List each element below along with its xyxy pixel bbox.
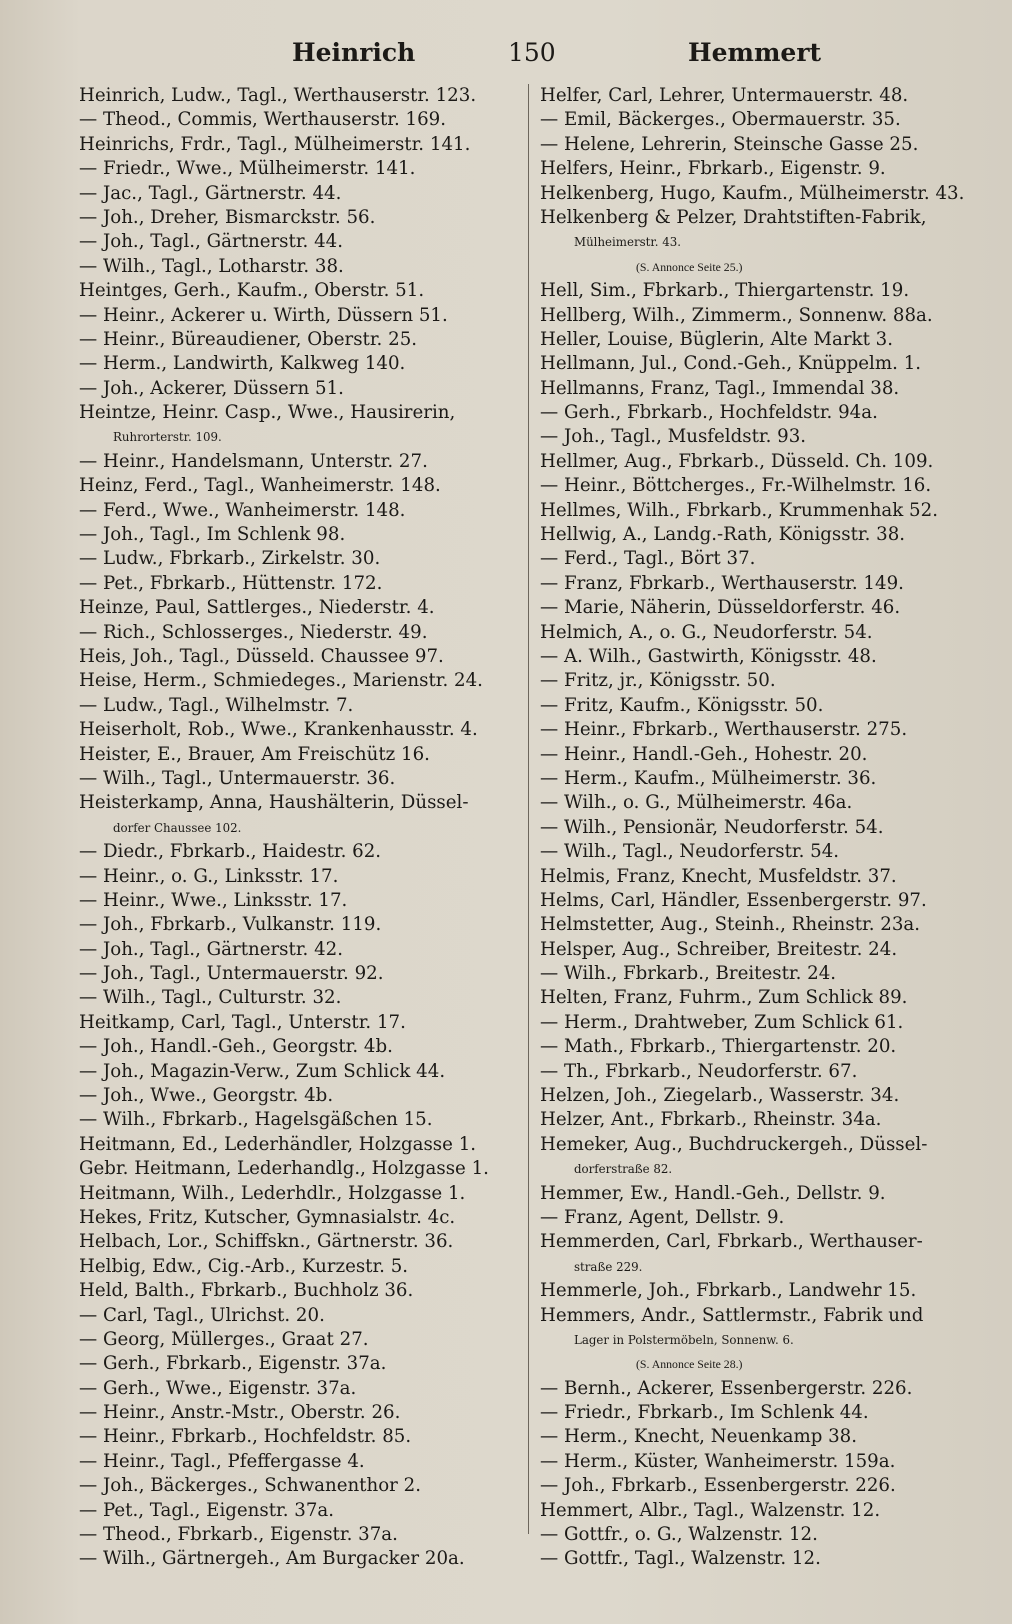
directory-entry: Heiserholt, Rob., Wwe., Krankenhausstr. 4.: [79, 719, 478, 741]
directory-entry: Heitmann, Wilh., Lederhdlr., Holzgasse 1.: [79, 1182, 466, 1204]
page-header: [0, 28, 1012, 78]
directory-entry: — Ferd., Tagl., Bört 37.: [540, 548, 756, 570]
directory-entry: Helbig, Edw., Cig.-Arb., Kurzestr. 5.: [79, 1255, 409, 1277]
directory-entry: Heinz, Ferd., Tagl., Wanheimerstr. 148.: [79, 475, 441, 497]
directory-entry: — Joh., Tagl., Gärtnerstr. 42.: [79, 938, 344, 960]
directory-entry: Hellmes, Wilh., Fbrkarb., Krummenhak 52.: [540, 499, 938, 521]
directory-entry: Heister, E., Brauer, Am Freischütz 16.: [79, 743, 430, 765]
directory-entry: — Jac., Tagl., Gärtnerstr. 44.: [79, 182, 342, 204]
directory-entry: — Pet., Fbrkarb., Hüttenstr. 172.: [79, 572, 383, 594]
directory-entry: — Joh., Fbrkarb., Vulkanstr. 119.: [79, 914, 382, 936]
directory-entry: — Carl, Tagl., Ulrichst. 20.: [79, 1304, 325, 1326]
directory-entry: Heitkamp, Carl, Tagl., Unterstr. 17.: [79, 1011, 406, 1033]
directory-entry: — Gerh., Fbrkarb., Hochfeldstr. 94a.: [540, 402, 878, 424]
directory-entry: Helfer, Carl, Lehrer, Untermauerstr. 48.: [540, 85, 909, 106]
directory-entry: — Fritz, jr., Königsstr. 50.: [540, 670, 776, 692]
directory-entry: Helkenberg, Hugo, Kaufm., Mülheimerstr. 43.: [540, 182, 965, 204]
directory-entry: (S. Annonce Seite 25.): [636, 259, 743, 274]
directory-entry: Helzen, Joh., Ziegelarb., Wasserstr. 34.: [540, 1085, 900, 1107]
header-first-name: Heinrich: [292, 38, 416, 67]
directory-entry: — Joh., Wwe., Georgstr. 4b.: [79, 1085, 334, 1107]
directory-entry: Hell, Sim., Fbrkarb., Thiergartenstr. 19.: [540, 280, 910, 302]
directory-entry: — Wilh., Fbrkarb., Breitestr. 24.: [540, 963, 837, 985]
directory-entry: — Ludw., Fbrkarb., Zirkelstr. 30.: [79, 548, 381, 570]
directory-entry: — Heinr., o. G., Linksstr. 17.: [79, 865, 339, 887]
directory-entry: dorferstraße 82.: [574, 1162, 673, 1177]
directory-entry: — Joh., Tagl., Im Schlenk 98.: [79, 524, 346, 546]
header-last-name: Hemmert: [688, 38, 822, 67]
directory-entry: — Joh., Dreher, Bismarckstr. 56.: [79, 206, 376, 228]
directory-entry: — Wilh., Tagl., Untermauerstr. 36.: [79, 767, 396, 789]
directory-entry: — Friedr., Fbrkarb., Im Schlenk 44.: [540, 1402, 869, 1424]
directory-entry: Mülheimerstr. 43.: [574, 235, 682, 250]
directory-entry: dorfer Chaussee 102.: [113, 820, 242, 835]
directory-entry: Heinze, Paul, Sattlerges., Niederstr. 4.: [79, 597, 435, 619]
directory-entry: Heller, Louise, Büglerin, Alte Markt 3.: [540, 328, 894, 350]
directory-entry: Lager in Polstermöbeln, Sonnenw. 6.: [574, 1332, 794, 1347]
right-column: [540, 84, 980, 1572]
directory-entry: — Joh., Tagl., Untermauerstr. 92.: [79, 963, 384, 985]
directory-entry: — Theod., Fbrkarb., Eigenstr. 37a.: [79, 1524, 398, 1546]
directory-entry: — Heinr., Fbrkarb., Hochfeldstr. 85.: [79, 1426, 412, 1448]
left-column: [79, 84, 519, 1572]
directory-entry: — Georg, Müllerges., Graat 27.: [79, 1328, 369, 1350]
directory-entry: — Math., Fbrkarb., Thiergartenstr. 20.: [540, 1036, 897, 1058]
directory-entry: — Joh., Ackerer, Düssern 51.: [79, 377, 344, 399]
directory-entry: — Bernh., Ackerer, Essenbergerstr. 226.: [540, 1377, 913, 1399]
directory-entry: — Marie, Näherin, Düsseldorferstr. 46.: [540, 597, 901, 619]
directory-entry: Heis, Joh., Tagl., Düsseld. Chaussee 97.: [79, 645, 444, 667]
directory-entry: — Heinr., Tagl., Pfeffergasse 4.: [79, 1450, 365, 1472]
directory-entry: — Herm., Drahtweber, Zum Schlick 61.: [540, 1011, 904, 1033]
directory-entry: Helmich, A., o. G., Neudorferstr. 54.: [540, 621, 873, 643]
page-number: 150: [508, 38, 556, 67]
directory-entry: Helmstetter, Aug., Steinh., Rheinstr. 23a.: [540, 914, 921, 936]
directory-entry: Heintges, Gerh., Kaufm., Oberstr. 51.: [79, 280, 425, 302]
directory-entry: Heisterkamp, Anna, Haushälterin, Düssel-: [79, 792, 469, 814]
directory-entry: — A. Wilh., Gastwirth, Königsstr. 48.: [540, 645, 877, 667]
directory-entry: Hemeker, Aug., Buchdruckergeh., Düssel-: [540, 1133, 928, 1155]
directory-entry: — Herm., Knecht, Neuenkamp 38.: [540, 1426, 858, 1448]
directory-entry: — Herm., Landwirth, Kalkweg 140.: [79, 353, 406, 375]
directory-entry: — Theod., Commis, Werthauserstr. 169.: [79, 109, 447, 131]
directory-entry: Heinrichs, Frdr., Tagl., Mülheimerstr. 141.: [79, 133, 471, 155]
directory-entry: — Friedr., Wwe., Mülheimerstr. 141.: [79, 158, 416, 180]
directory-entry: — Ferd., Wwe., Wanheimerstr. 148.: [79, 499, 406, 521]
directory-entry: — Gerh., Wwe., Eigenstr. 37a.: [79, 1377, 357, 1399]
directory-entry: Heinrich, Ludw., Tagl., Werthauserstr. 123.: [79, 85, 477, 106]
directory-entry: — Wilh., Fbrkarb., Hagelsgäßchen 15.: [79, 1109, 433, 1131]
directory-entry: — Joh., Handl.-Geh., Georgstr. 4b.: [79, 1036, 393, 1058]
directory-entry: Helfers, Heinr., Fbrkarb., Eigenstr. 9.: [540, 158, 886, 180]
directory-entry: — Franz, Agent, Dellstr. 9.: [540, 1206, 785, 1228]
directory-entry: Hemmerle, Joh., Fbrkarb., Landwehr 15.: [540, 1280, 917, 1302]
directory-entry: — Heinr., Handl.-Geh., Hohestr. 20.: [540, 743, 868, 765]
directory-entry: — Wilh., o. G., Mülheimerstr. 46a.: [540, 792, 853, 814]
directory-entry: Held, Balth., Fbrkarb., Buchholz 36.: [79, 1280, 414, 1302]
directory-entry: Heise, Herm., Schmiedeges., Marienstr. 24.: [79, 670, 483, 692]
directory-entry: Ruhrorterstr. 109.: [113, 430, 222, 445]
directory-entry: — Helene, Lehrerin, Steinsche Gasse 25.: [540, 133, 919, 155]
directory-entry: Helms, Carl, Händler, Essenbergerstr. 97.: [540, 889, 927, 911]
directory-entry: — Heinr., Fbrkarb., Werthauserstr. 275.: [540, 719, 908, 741]
directory-entry: — Heinr., Handelsmann, Unterstr. 27.: [79, 450, 428, 472]
directory-entry: Heintze, Heinr. Casp., Wwe., Hausirerin,: [79, 402, 456, 424]
directory-entry: — Ludw., Tagl., Wilhelmstr. 7.: [79, 694, 354, 716]
directory-entry: Hellmann, Jul., Cond.-Geh., Knüppelm. 1.: [540, 353, 922, 375]
directory-entry: — Heinr., Böttcherges., Fr.-Wilhelmstr. 16.: [540, 475, 932, 497]
directory-entry: Helkenberg & Pelzer, Drahtstiften-Fabrik,: [540, 206, 927, 228]
directory-entry: — Gerh., Fbrkarb., Eigenstr. 37a.: [79, 1353, 387, 1375]
directory-entry: Hellmer, Aug., Fbrkarb., Düsseld. Ch. 109.: [540, 450, 934, 472]
directory-entry: (S. Annonce Seite 28.): [636, 1357, 743, 1372]
directory-entry: — Fritz, Kaufm., Königsstr. 50.: [540, 694, 824, 716]
directory-entry: — Joh., Magazin-Verw., Zum Schlick 44.: [79, 1060, 446, 1082]
directory-entry: — Herm., Küster, Wanheimerstr. 159a.: [540, 1450, 896, 1472]
directory-entry: straße 229.: [574, 1259, 643, 1274]
column-divider: [528, 84, 529, 1534]
directory-entry: Heitmann, Ed., Lederhändler, Holzgasse 1.: [79, 1133, 477, 1155]
directory-entry: Hemmers, Andr., Sattlermstr., Fabrik und: [540, 1304, 924, 1326]
directory-entry: — Wilh., Pensionär, Neudorferstr. 54.: [540, 816, 884, 838]
directory-entry: — Wilh., Tagl., Lotharstr. 38.: [79, 255, 344, 277]
directory-entry: — Wilh., Tagl., Neudorferstr. 54.: [540, 841, 840, 863]
directory-entry: — Herm., Kaufm., Mülheimerstr. 36.: [540, 767, 877, 789]
directory-entry: — Heinr., Büreaudiener, Oberstr. 25.: [79, 328, 418, 350]
directory-entry: — Wilh., Tagl., Culturstr. 32.: [79, 987, 342, 1009]
directory-entry: Helten, Franz, Fuhrm., Zum Schlick 89.: [540, 987, 908, 1009]
directory-entry: — Franz, Fbrkarb., Werthauserstr. 149.: [540, 572, 904, 594]
directory-entry: — Joh., Tagl., Musfeldstr. 93.: [540, 426, 807, 448]
directory-entry: Hemmer, Ew., Handl.-Geh., Dellstr. 9.: [540, 1182, 886, 1204]
directory-entry: Helbach, Lor., Schiffskn., Gärtnerstr. 36.: [79, 1231, 454, 1253]
directory-entry: — Joh., Fbrkarb., Essenbergerstr. 226.: [540, 1475, 896, 1497]
directory-entry: — Diedr., Fbrkarb., Haidestr. 62.: [79, 841, 382, 863]
directory-entry: — Emil, Bäckerges., Obermauerstr. 35.: [540, 109, 901, 131]
directory-entry: — Pet., Tagl., Eigenstr. 37a.: [79, 1499, 335, 1521]
directory-entry: Gebr. Heitmann, Lederhandlg., Holzgasse 1.: [79, 1158, 489, 1180]
directory-entry: — Joh., Bäckerges., Schwanenthor 2.: [79, 1475, 421, 1497]
directory-entry: — Th., Fbrkarb., Neudorferstr. 67.: [540, 1060, 858, 1082]
directory-entry: Hemmert, Albr., Tagl., Walzenstr. 12.: [540, 1499, 881, 1521]
directory-entry: Helmis, Franz, Knecht, Musfeldstr. 37.: [540, 865, 897, 887]
directory-entry: — Heinr., Wwe., Linksstr. 17.: [79, 889, 348, 911]
directory-entry: — Joh., Tagl., Gärtnerstr. 44.: [79, 231, 344, 253]
directory-entry: Hellberg, Wilh., Zimmerm., Sonnenw. 88a.: [540, 304, 933, 326]
directory-entry: Helzer, Ant., Fbrkarb., Rheinstr. 34a.: [540, 1109, 882, 1131]
directory-entry: — Rich., Schlosserges., Niederstr. 49.: [79, 621, 428, 643]
directory-entry: Hellwig, A., Landg.-Rath, Königsstr. 38.: [540, 524, 906, 546]
directory-entry: Helsper, Aug., Schreiber, Breitestr. 24.: [540, 938, 898, 960]
directory-entry: — Heinr., Ackerer u. Wirth, Düssern 51.: [79, 304, 448, 326]
directory-entry: — Wilh., Gärtnergeh., Am Burgacker 20a.: [79, 1548, 465, 1570]
directory-entry: Hemmerden, Carl, Fbrkarb., Werthauser-: [540, 1231, 923, 1253]
directory-entry: — Gottfr., Tagl., Walzenstr. 12.: [540, 1548, 821, 1570]
directory-entry: Hellmanns, Franz, Tagl., Immendal 38.: [540, 377, 900, 399]
directory-entry: — Heinr., Anstr.-Mstr., Oberstr. 26.: [79, 1402, 401, 1424]
directory-entry: — Gottfr., o. G., Walzenstr. 12.: [540, 1524, 818, 1546]
directory-entry: Hekes, Fritz, Kutscher, Gymnasialstr. 4c.: [79, 1206, 456, 1228]
